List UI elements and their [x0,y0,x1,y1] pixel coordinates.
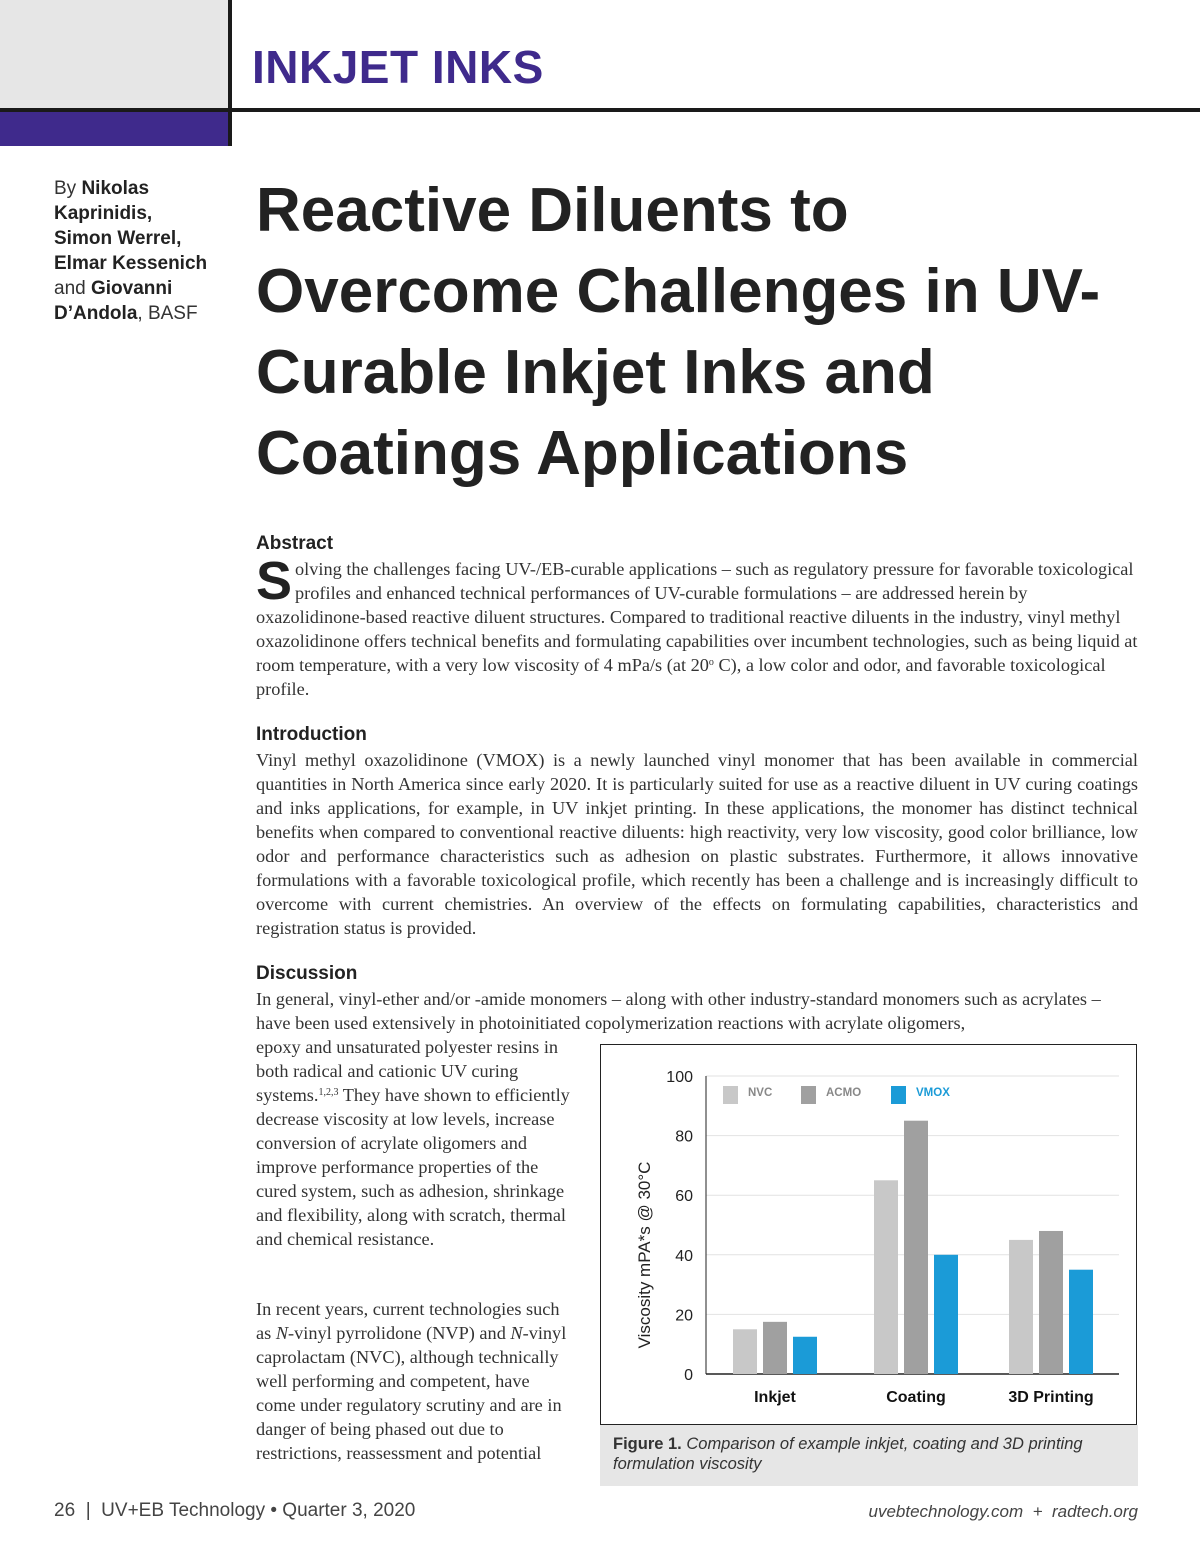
bar-nvc-coating [874,1180,898,1374]
introduction-heading: Introduction [256,724,367,745]
italic-n: N [275,1323,289,1343]
abstract-body: olving the challenges facing UV-/EB-curable applications – such as regulatory pressure for favorable toxicological profiles and enhanced technical performances of UV-curable formulations – are addressed herein by oxazolidinone-based reactive diluent structures. Compared to traditional reactive diluents in the industry, vinyl methyl oxazolidinone offers technical benefits and formulating capabilities over incumbent technologies, such as being liquid at room temperature, with a very low viscosity of 4 mPa/s (at 20 [256,559,1138,675]
introduction-text: Vinyl methyl oxazolidinone (VMOX) is a newly launched vinyl monomer that has been available in commercial quantities in North America since early 2020. It is particularly suited for use as a reactive diluent in UV curing coatings and inks applications, for example, in UV inkjet printing. In these applications, the monomer has distinct technical benefits when compared to conventional reactive diluents: high reactivity, very low viscosity, good color brilliance, low odor and performance characteristics such as adhesion on plastic substrates. Furthermore, it allows innovative formulations with a favorable toxicological profile, which recently has been a challenge and is increasingly difficult to overcome with current chemistries. An overview of the effects on formulating capabilities, characteristics and registration status is provided. [256,750,1138,938]
figure-caption [600,1425,1138,1486]
text-run: epoxy and unsaturated polyester resins in both radical and cationic UV curing systems. [256,1037,559,1105]
author-name: Elmar Kessenich [54,253,208,274]
article-title: Reactive Diluents to Overcome Challenges in UV-Curable Inkjet Inks and Coatings Applications [256,176,1101,488]
discussion-heading: Discussion [256,963,358,984]
figure-caption-text: Comparison of example inkjet, coating and 3D printing formulation viscosity [613,1435,1083,1473]
bar-acmo-coating [904,1121,928,1374]
y-tick-label: 60 [675,1188,693,1206]
x-category-label: Coating [886,1389,946,1406]
legend-swatch-vmox [891,1086,906,1104]
text-run: They have shown to efficiently decrease viscosity at low levels, increase conversion of acrylate oligomers and improve performance properties of the cured system, such as adhesion, shrinkage and flexibility, along with scratch, thermal and chemical resistance. [256,1085,570,1249]
figure-box [600,1044,1137,1425]
discussion-text: In general, vinyl-ether and/or -amide monomers – along with other industry-standard monomers such as acrylates – have been used extensively in photoinitiated copolymerization reactions with acrylate oligomers, [256,989,1101,1033]
author-name: Nikolas Kaprinidis, [54,178,153,224]
byline-by: By [54,178,82,199]
abstract-heading: Abstract [256,533,334,554]
byline-affiliation: , BASF [137,303,198,324]
header-purple-bar [0,112,230,146]
y-tick-label: 20 [675,1307,693,1325]
section-label: INKJET INKS [252,41,544,93]
footer-page-info: 26 | UV+EB Technology • Quarter 3, 2020 [54,1500,416,1521]
author-name: Giovanni D’Andola [54,278,173,324]
bar-acmo-inkjet [763,1322,787,1374]
discussion-column-paragraph [256,1297,572,1465]
author-name: Simon Werrel, [54,228,182,249]
y-tick-label: 80 [675,1128,693,1146]
y-axis-label: Viscosity mPA*s @ 30°C [635,1161,654,1349]
abstract-text [256,551,1138,701]
bar-nvc-inkjet [733,1329,757,1374]
viscosity-bar-chart [601,1045,1135,1423]
text-run: -vinyl pyrrolidone (NVP) and [288,1323,511,1343]
legend-label-acmo: ACMO [826,1087,862,1099]
legend-label-vmox: VMOX [916,1087,950,1099]
italic-n: N [510,1323,523,1343]
degree-mark: o [708,657,714,668]
discussion-column-paragraph [256,1035,572,1251]
byline-and: and [54,278,91,299]
x-category-label: 3D Printing [1008,1389,1094,1406]
bar-vmox-coating [934,1255,958,1374]
x-category-label: Inkjet [754,1389,796,1406]
legend-label-nvc: NVC [748,1087,773,1099]
legend-swatch-nvc [723,1086,738,1104]
citation-superscript: 1,2,3 [318,1087,339,1098]
abstract-body-end: C), a low color and odor, and favorable toxicological profile. [256,655,1106,699]
text-run: -vinyl caprolactam (NVC), although technically well performing and competent, have come under regulatory scrutiny and are in danger of being phased out due to restrictions, reassessment and potential [256,1323,567,1463]
footer-websites: uvebtechnology.com + radtech.org [868,1502,1138,1521]
header-gray-block [0,0,228,108]
bar-nvc-3d-printing [1009,1240,1033,1374]
legend-swatch-acmo [801,1086,816,1104]
text-run: In recent years, current technologies such as [256,1299,560,1343]
header-horizontal-rule [0,108,1200,112]
figure-label: Figure 1. [613,1435,682,1453]
bar-vmox-3d-printing [1069,1270,1093,1374]
header-vertical-rule [228,0,232,146]
y-tick-label: 0 [684,1367,693,1384]
bar-vmox-inkjet [793,1337,817,1374]
byline [54,176,234,326]
y-tick-label: 40 [675,1247,693,1265]
bar-acmo-3d-printing [1039,1231,1063,1374]
drop-cap: S [256,551,293,611]
y-tick-label: 100 [666,1069,693,1086]
